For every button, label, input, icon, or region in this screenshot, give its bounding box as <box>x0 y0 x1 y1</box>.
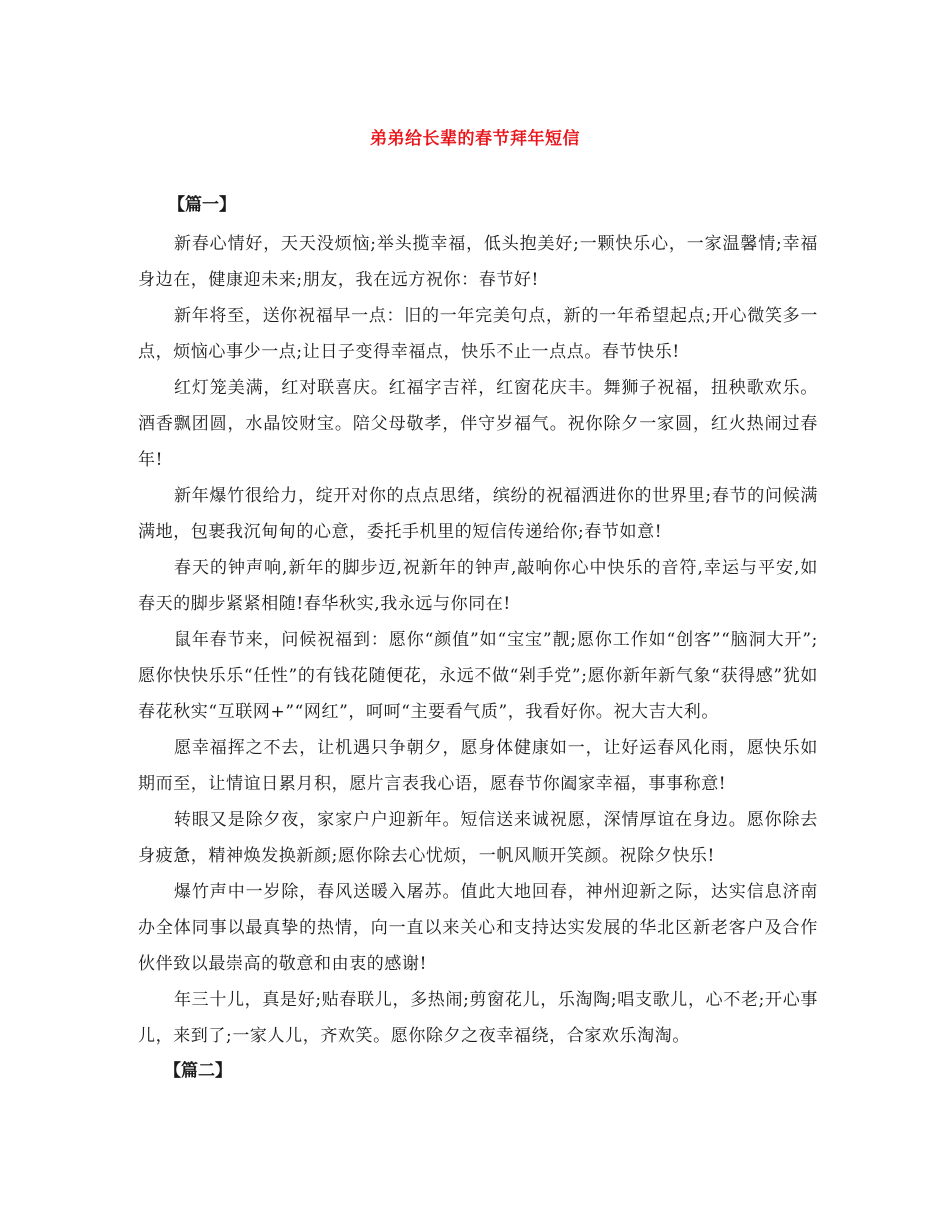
paragraph: 愿幸福挥之不去，让机遇只争朝夕，愿身体健康如一，让好运春风化雨，愿快乐如期而至，让情谊日累月积，愿片言表我心语，愿春节你阖家幸福，事事称意! <box>138 738 818 794</box>
paragraph: 红灯笼美满，红对联喜庆。红福字吉祥，红窗花庆丰。舞狮子祝福，扭秧歌欢乐。酒香飘团圆，水晶饺财宝。陪父母敬孝，伴守岁福气。祝你除夕一家圆，红火热闹过春年! <box>138 378 818 470</box>
paragraph: 新年将至，送你祝福早一点：旧的一年完美句点，新的一年希望起点;开心微笑多一点，烦恼心事少一点;让日子变得幸福点，快乐不止一点点。春节快乐! <box>138 306 818 362</box>
paragraph: 新春心情好，天天没烦恼;举头揽幸福，低头抱美好;一颗快乐心，一家温馨情;幸福身边在，健康迎未来;朋友，我在远方祝你：春节好! <box>138 234 818 290</box>
paragraph: 转眼又是除夕夜，家家户户迎新年。短信送来诚祝愿，深情厚谊在身边。愿你除去身疲惫，精神焕发换新颜;愿你除去心忧烦，一帆风顺开笑颜。祝除夕快乐! <box>138 810 818 866</box>
document-title: 弟弟给长辈的春节拜年短信 <box>370 129 580 149</box>
paragraph: 春天的钟声响,新年的脚步迈,祝新年的钟声,敲响你心中快乐的音符,幸运与平安,如春天的脚步紧紧相随!春华秋实,我永远与你同在! <box>138 558 818 614</box>
document-body <box>138 190 818 1086</box>
paragraph: 新年爆竹很给力，绽开对你的点点思绪，缤纷的祝福洒进你的世界里;春节的问候满满地，包裹我沉甸甸的心意，委托手机里的短信传递给你;春节如意! <box>138 486 818 542</box>
paragraph: 鼠年春节来，问候祝福到：愿你“颜值”如“宝宝”靓;愿你工作如“创客”“脑洞大开”;愿你快快乐乐“任性”的有钱花随便花，永远不做“剁手党”;愿你新年新气象“获得感”犹如春花秋实“互联网+”“网红”，呵呵“主要看气质”，我看好你。祝大吉大利。 <box>138 630 818 722</box>
paragraph: 年三十儿，真是好;贴春联儿，多热闹;剪窗花儿，乐淘陶;唱支歌儿，心不老;开心事儿，来到了;一家人儿，齐欢笑。愿你除夕之夜幸福绕，合家欢乐淘淘。 <box>138 990 818 1046</box>
paragraph: 爆竹声中一岁除，春风送暖入屠苏。值此大地回春，神州迎新之际，达实信息济南办全体同事以最真挚的热情，向一直以来关心和支持达实发展的华北区新老客户及合作伙伴致以最崇高的敬意和由衷的感谢! <box>138 882 818 974</box>
section-heading-1: 【篇一】 <box>168 195 236 215</box>
section-heading-2: 【篇二】 <box>164 1061 232 1081</box>
